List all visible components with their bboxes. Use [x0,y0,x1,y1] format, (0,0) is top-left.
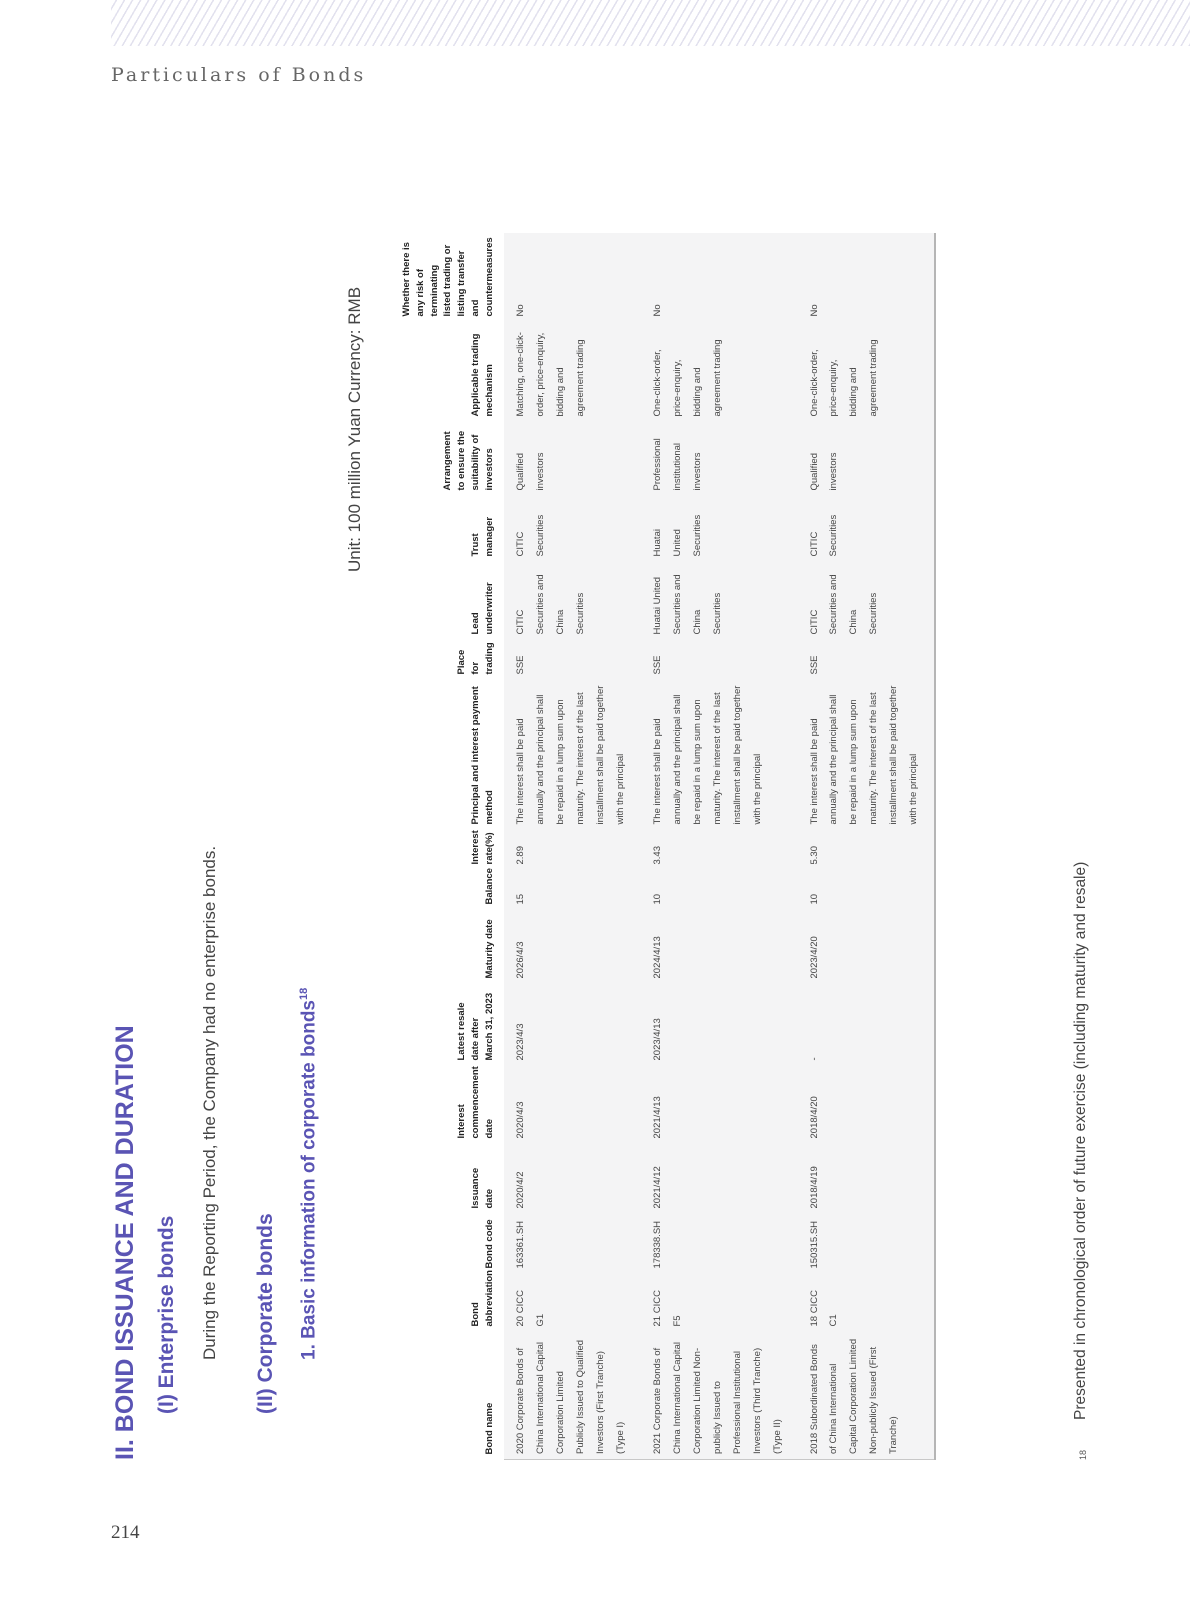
table-cell: CITIC Securities [515,514,547,557]
table-cell: Matching, one-click-order, price-enquiry, bidding and agreement trading [515,332,587,417]
table-cell: No [515,304,527,317]
table-cell: - [798,984,936,1066]
table-cell: Professional institutional investors [651,438,703,491]
table-cell: 2020/4/3 [515,1101,527,1139]
table-row [504,234,641,1460]
table-header-row [396,234,504,1460]
table-cell: 2021/4/12 [651,1166,663,1209]
table-cell: 2021 Corporate Bonds of China International Capital Corporation Limited Non-publicly Issued to Professional Institutional Investors (Third Tranche) (Type II) [641,1332,798,1460]
column-header: Interest rate(%) [469,830,495,865]
table-cell: SSE [798,640,936,680]
table-cell: 2024/4/13 [651,936,663,979]
heading-basic-info [298,988,320,1360]
table-cell: CITIC Securities [798,496,936,562]
table-cell: 163361.SH [515,1220,527,1269]
column-header: Place for trading [456,642,495,675]
column-header: Bond name [483,1402,495,1455]
table-cell: 2023/4/3 [515,1023,527,1061]
table-cell: 2021/4/13 [651,1096,663,1139]
table-cell: 5.30 [798,830,936,870]
table-row [641,234,798,1460]
table-cell: 2018/4/19 [798,1144,936,1214]
table-cell: 2020/4/2 [515,1171,527,1209]
column-header: Whether there is any risk of terminating listed trading or listing transfer and countermeasures [401,237,495,317]
table-cell: 10 [798,870,936,910]
column-header: Latest resale date after March 31, 2023 [456,992,495,1061]
table-cell: 2018 Subordinated Bonds of China International Capital Corporation Limited Non-publicly Issued (First Tranche) [798,1332,936,1460]
unit-currency-line: Unit: 100 million Yuan Currency: RMB [345,286,364,572]
table-cell: SSE [515,655,527,675]
table-cell: The interest shall be paid annually and the principal shall be repaid in a lump sum upon maturity. The interest of the last installment shall be paid together with the principal [651,685,763,825]
table-cell: 2.89 [515,846,527,865]
column-header: Principal and interest payment method [469,686,495,825]
table-cell: The interest shall be paid annually and the principal shall be repaid in a lump sum upon maturity. The interest of the last installment shall be paid together with the principal [515,685,627,825]
rotated-content [0,60,1190,1500]
column-header: Lead underwriter [469,582,495,635]
column-header: Arrangement to ensure the suitability of investors [442,430,495,491]
column-header: Bond code [483,1219,495,1269]
table-row [798,234,936,1460]
table-cell: CITIC Securities and China Securities [515,574,587,635]
table-cell: Huatai United Securities [651,514,703,557]
table-cell: One-click-order, price-enquiry, bidding and agreement trading [798,322,936,422]
table-cell: 2020 Corporate Bonds of China International Capital Corporation Limited Publicly Issued to Qualified Investors (First Tranche) (Type I) [504,1332,641,1460]
table-cell: 2023/4/20 [798,910,936,984]
table-cell: 15 [515,893,527,905]
column-header: Balance [483,868,495,905]
table-cell: 21 CICC F5 [651,1290,683,1327]
basic-info-label: 1. Basic information of corporate bonds [298,1000,320,1360]
table-cell: Qualified investors [515,452,547,491]
table-cell: Qualified investors [798,422,936,496]
header-hatch-band [111,0,1190,46]
column-header: Maturity date [483,919,495,979]
section-title: Particulars of Bonds [111,64,367,86]
column-header: Bond abbreviation [469,1270,495,1327]
table-cell: CITIC Securities and China Securities [798,562,936,640]
table-cell: No [798,234,936,322]
footnote-number: 18 [1078,1449,1088,1460]
heading-corporate-bonds: (II) Corporate bonds [254,1213,277,1414]
column-header: Interest commencement date [456,1066,495,1139]
bond-table [396,234,936,1461]
heading-enterprise-bonds: (I) Enterprise bonds [155,1215,178,1414]
table-cell: 2018/4/20 [798,1066,936,1144]
table-cell: One-click-order, price-enquiry, bidding and agreement trading [651,339,723,417]
table-cell: No [651,304,663,317]
table-cell: 20 CICC G1 [515,1290,547,1327]
table-cell: 178338.SH [651,1220,663,1269]
column-header: Issuance date [469,1167,495,1209]
table-cell: 2023/4/13 [651,1018,663,1061]
table-cell: 2026/4/3 [515,941,527,979]
column-header: Applicable trading mechanism [469,333,495,417]
column-header: Trust manager [469,516,495,557]
table-cell: Huatai United Securities and China Securities [651,574,723,635]
page-number: 214 [111,1522,140,1543]
table-cell: 3.43 [651,846,663,865]
footnote-text: Presented in chronological order of future exercise (including maturity and resale) [1072,861,1089,1420]
table-cell: The interest shall be paid annually and the principal shall be repaid in a lump sum upon maturity. The interest of the last installment shall be paid together with the principal [798,680,936,830]
table-cell: 10 [651,893,663,905]
enterprise-bonds-text: During the Reporting Period, the Company had no enterprise bonds. [200,845,219,1360]
table-cell: 150315.SH [798,1214,936,1274]
heading-bond-issuance: II. BOND ISSUANCE AND DURATION [111,1025,139,1460]
table-cell: SSE [651,655,663,675]
footnote-ref: 18 [298,987,310,1000]
table-cell: 18 CICC C1 [798,1274,936,1332]
